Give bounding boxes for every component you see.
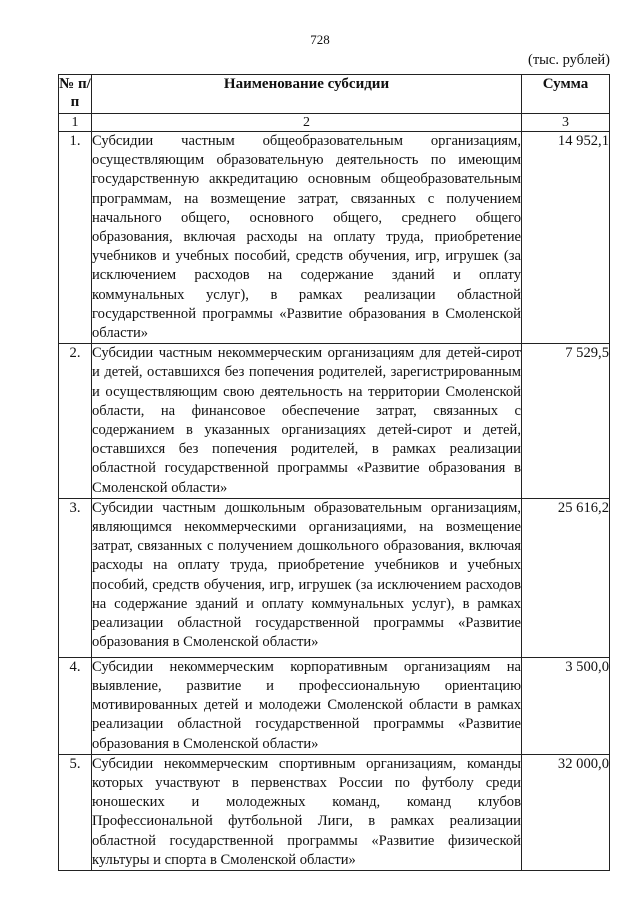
subsidy-name: Субсидии частным некоммерческим организациям для детей-сирот и детей, оставшихся без попечения родителей, зарегистрированным и осуществляющим свою деятельность на территории Смоленской области, на финансовое обеспечение затрат, связанных с содержанием в указанных организациях детей-сирот и детей, оставшихся без попечения родителей, в рамках реализации областной государственной программы «Развитие образования в Смоленской области» [92, 344, 522, 499]
subsidy-amount: 32 000,0 [522, 754, 610, 870]
table-row [59, 754, 610, 870]
units-label: (тыс. рублей) [528, 52, 610, 68]
subsidy-amount: 14 952,1 [522, 132, 610, 344]
column-index-row [59, 114, 610, 132]
header-sum: Сумма [522, 75, 610, 114]
table-row [59, 132, 610, 344]
column-index: 1 [59, 114, 92, 132]
table-row [59, 344, 610, 499]
table-row [59, 498, 610, 657]
row-number: 4. [59, 657, 92, 754]
subsidy-amount: 25 616,2 [522, 498, 610, 657]
row-number: 3. [59, 498, 92, 657]
column-index: 3 [522, 114, 610, 132]
header-num: № п/п [59, 75, 92, 114]
header-name: Наименование субсидии [92, 75, 522, 114]
row-number: 5. [59, 754, 92, 870]
row-number: 1. [59, 132, 92, 344]
column-index: 2 [92, 114, 522, 132]
row-number: 2. [59, 344, 92, 499]
subsidy-table [58, 74, 610, 871]
subsidy-name: Субсидии частным общеобразовательным организациям, осуществляющим образовательную деятельность по имеющим государственную аккредитацию основным общеобразовательным программам, на возмещение затрат, связанных с получением начального общего, основного общего, среднего общего образования, включая расходы на оплату труда, приобретение учебников и учебных пособий, средств обучения, игр, игрушек (за исключением расходов на содержание зданий и оплату коммунальных услуг), в рамках реализации областной государственной программы «Развитие образования в Смоленской области» [92, 132, 522, 344]
table-row [59, 657, 610, 754]
subsidy-name: Субсидии некоммерческим спортивным организациям, команды которых участвуют в первенствах России по футболу среди юношеских и молодежных команд, команд клубов Профессиональной футбольной Лиги, в рамках реализации областной государственной программы «Развитие физической культуры и спорта в Смоленской области» [92, 754, 522, 870]
subsidy-amount: 7 529,5 [522, 344, 610, 499]
subsidy-name: Субсидии частным дошкольным образовательным организациям, являющимся некоммерческими организациями, на возмещение затрат, связанных с получением дошкольного образования, включая расходы на оплату труда, приобретение учебников и учебных пособий, средств обучения, игр, игрушек (за исключением расходов на содержание зданий и оплату коммунальных услуг), в рамках реализации областной государственной программы «Развитие образования в Смоленской области» [92, 498, 522, 657]
subsidy-amount: 3 500,0 [522, 657, 610, 754]
subsidy-name: Субсидии некоммерческим корпоративным организациям на выявление, развитие и профессиональную ориентацию мотивированных детей и молодежи Смоленской области в рамках реализации областной государственной программы «Развитие образования в Смоленской области» [92, 657, 522, 754]
header-row [59, 75, 610, 114]
page-number: 728 [310, 32, 330, 47]
